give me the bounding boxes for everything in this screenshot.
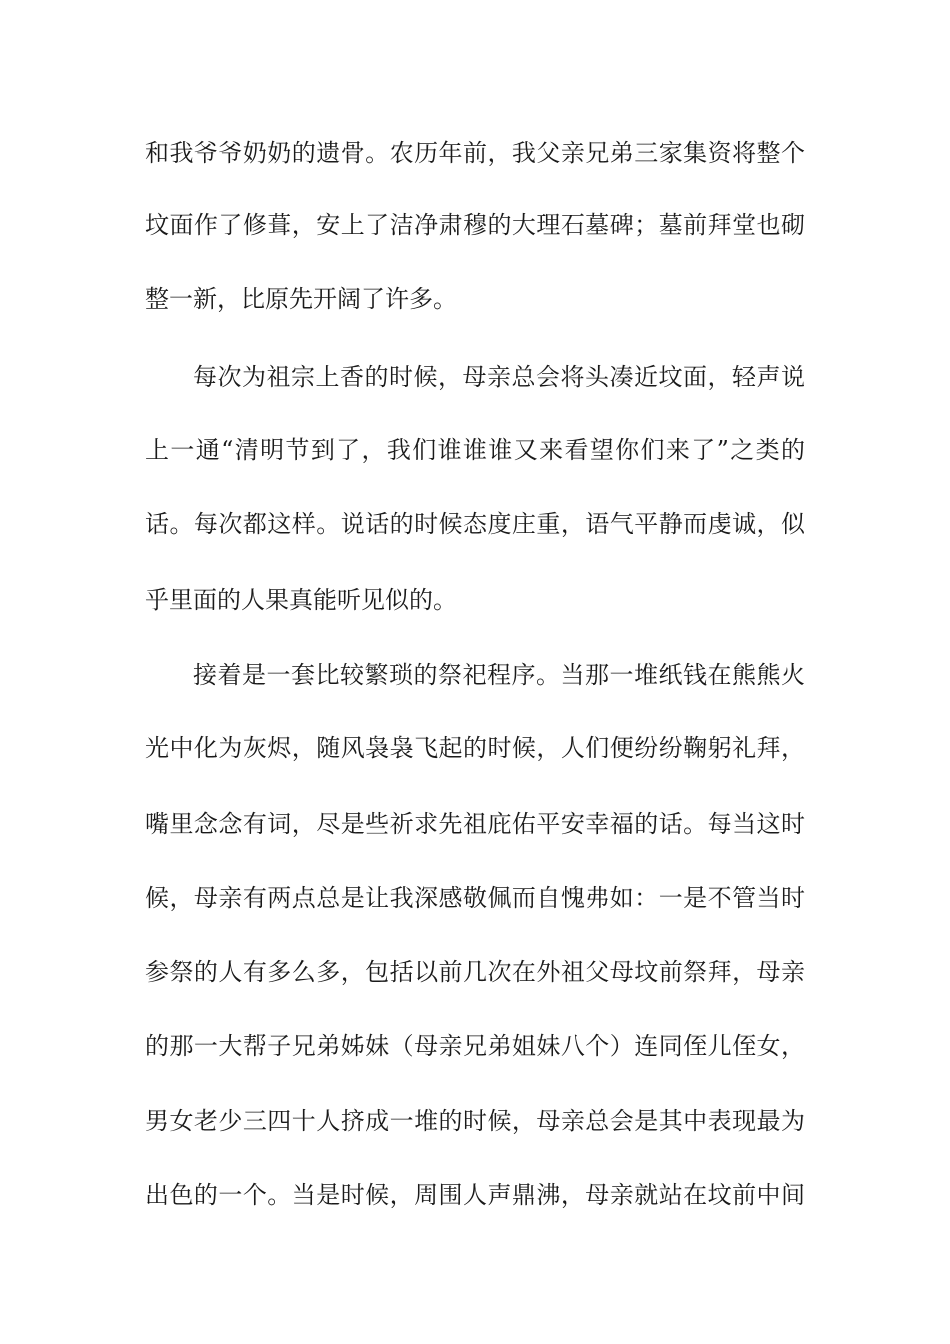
text-line: 和我爷爷奶奶的遗骨。农历年前，我父亲兄弟三家集资将整个 <box>145 139 805 167</box>
text-line: 出色的一个。当是时候，周围人声鼎沸，母亲就站在坟前中间 <box>145 1181 805 1209</box>
text-line: 坟面作了修葺，安上了洁净肃穆的大理石墓碑；墓前拜堂也砌 <box>145 211 805 239</box>
text-line: 光中化为灰烬，随风袅袅飞起的时候，人们便纷纷鞠躬礼拜， <box>145 734 805 762</box>
text-line: 上一通“清明节到了，我们谁谁谁又来看望你们来了”之类的 <box>145 436 805 464</box>
text-line: 的那一大帮子兄弟姊妹（母亲兄弟姐妹八个）连同侄儿侄女， <box>145 1032 805 1060</box>
text-line: 话。每次都这样。说话的时候态度庄重，语气平静而虔诚，似 <box>145 510 805 538</box>
paragraph-first-line: 接着是一套比较繁琐的祭祀程序。当那一堆纸钱在熊熊火 <box>193 661 805 689</box>
text-line: 参祭的人有多么多，包括以前几次在外祖父母坟前祭拜，母亲 <box>145 958 805 986</box>
text-line: 整一新，比原先开阔了许多。 <box>145 285 457 313</box>
paragraph-first-line: 每次为祖宗上香的时候，母亲总会将头凑近坟面，轻声说 <box>193 363 805 391</box>
text-line: 候，母亲有两点总是让我深感敬佩而自愧弗如：一是不管当时 <box>145 884 805 912</box>
text-line: 嘴里念念有词，尽是些祈求先祖庇佑平安幸福的话。每当这时 <box>145 810 805 838</box>
text-line: 乎里面的人果真能听见似的。 <box>145 586 457 614</box>
text-line: 男女老少三四十人挤成一堆的时候，母亲总会是其中表现最为 <box>145 1107 805 1135</box>
